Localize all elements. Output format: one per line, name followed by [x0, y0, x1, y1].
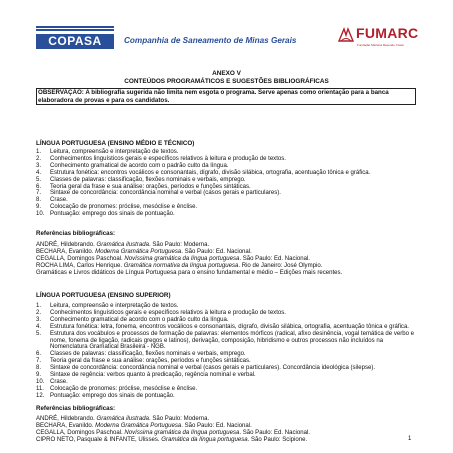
list-item: 9. Colocação de pronomes: próclise, mesóclise e ênclise.	[36, 204, 198, 211]
list-item: 6. Teoria geral da frase e sua análise: orações, períodos e funções sintáticas.	[36, 183, 251, 190]
list-item: 4. Estrutura fonética: encontros vocálicos e consonantais, dígrafo, divisão silábica, ortografia, acentuação tônica e gráfica.	[36, 169, 371, 176]
reference-entry: Gramáticas e Livros didáticos de Língua Portuguesa para o ensino fundamental e médio – Edições mais recentes.	[36, 269, 343, 276]
list-item: 7. Sintaxe de concordância: concordância nominal e verbal (casos gerais e particulares).	[36, 190, 281, 197]
fumarc-logo-text: FUMARC	[356, 25, 419, 41]
section-list-medio	[36, 149, 418, 218]
annex-title: ANEXO V	[212, 70, 241, 77]
list-item: 6. Classes de palavras: classificação, flexões nominais e verbais, emprego.	[36, 351, 246, 358]
reference-entry: ANDRÉ, Hildebrando. Gramática ilustrada. São Paulo: Moderna.	[36, 242, 210, 248]
list-item: 11. Colocação de pronomes: próclise, mesóclise e ênclise.	[36, 385, 198, 392]
reference-entry: ANDRÉ, Hildebrando. Gramática ilustrada. São Paulo: Moderna.	[36, 416, 210, 422]
reference-entry: BECHARA, Evanildo. Moderna Gramática Portuguesa. São Paulo: Ed. Nacional.	[36, 248, 252, 255]
document-subtitle: CONTEÚDOS PROGRAMÁTICOS E SUGESTÕES BIBLIOGRÁFICAS	[124, 78, 329, 85]
list-item: 10. Crase.	[36, 378, 68, 385]
list-item: 10. Pontuação: emprego dos sinais de pontuação.	[36, 211, 175, 218]
page-header	[36, 22, 426, 62]
list-item: 9. Sintaxe de regência: verbos quanto à predicação, regência nominal e verbal.	[36, 372, 256, 379]
company-name: Companhia de Saneamento de Minas Gerais	[124, 36, 297, 45]
reference-entry: CEGALLA, Domingos Paschoal. Novíssima gramática da língua portuguesa. São Paulo: Ed. Nacional.	[36, 429, 310, 436]
copasa-logo-stripes	[36, 26, 114, 33]
page-number: 1	[408, 436, 412, 442]
references-title-medio: Referências bibliográficas:	[36, 230, 116, 237]
section-list-superior	[36, 303, 418, 400]
references-medio	[36, 242, 418, 277]
observation-box: OBSERVAÇÃO: A bibliografia sugerida não limita nem esgota o programa. Serve apenas como orientação para a banca elaboradora de provas e para os candidatos.	[36, 88, 416, 105]
list-item: 7. Teoria geral da frase e sua análise: orações, períodos e funções sintáticas.	[36, 358, 251, 365]
list-item: 5. Estrutura dos vocábulos e processos de formação de palavras: elementos mórficos (radical, afixo desinência, vogal temática de verbo e nome, fonema de ligação, radicais gregos e latinos), derivação, composição, hibridismo e outros processos não incluídos na Nomenclatura Gramatical Brasileira - NGB.	[36, 330, 415, 351]
list-item: 4. Estrutura fonética: letra, fonema, encontros vocálicos e consonantais, dígrafo, divisão silábica, ortografia, acentuação tônica e gráfica.	[36, 323, 409, 330]
list-item: 2. Conhecimentos linguísticos gerais e específicos relativos à leitura e produção de textos.	[36, 309, 286, 316]
list-item: 3. Conhecimento gramatical de acordo com o padrão culto da língua.	[36, 162, 229, 169]
references-superior	[36, 416, 418, 444]
copasa-logo	[36, 26, 114, 50]
reference-entry: CIPRO NETO, Pasquale & INFANTE, Ulisses. Gramática da língua portuguesa. São Paulo: Scipione.	[36, 436, 308, 443]
list-item: 12. Pontuação: emprego dos sinais de pontuação.	[36, 392, 175, 399]
copasa-logo-text: COPASA	[36, 34, 114, 49]
list-item: 2. Conhecimentos linguísticos gerais e específicos relativos à leitura e produção de textos.	[36, 155, 286, 162]
reference-entry: ROCHA LIMA, Carlos Henrique. Gramática normativa da língua portuguesa. Rio de Janeiro: José Olympio.	[36, 262, 323, 269]
reference-entry: CEGALLA, Domingos Paschoal. Novíssima gramática da língua portuguesa. São Paulo: Ed. Nacional.	[36, 255, 310, 262]
fumarc-logo	[336, 22, 436, 62]
list-item: 8. Crase.	[36, 197, 68, 204]
list-item: 5. Classes de palavras: classificação, flexões nominais e verbais, emprego.	[36, 176, 246, 183]
references-title-superior: Referências bibliográficas:	[36, 405, 116, 412]
section-title-superior: LÍNGUA PORTUGUESA (ENSINO SUPERIOR)	[36, 292, 171, 299]
list-item: 1. Leitura, compreensão e interpretação de textos.	[36, 149, 179, 155]
fumarc-tagline: Fundação Mariana Resende Costa	[357, 43, 404, 47]
reference-entry: BECHARA, Evanildo. Moderna Gramática Portuguesa. São Paulo: Ed. Nacional.	[36, 422, 252, 429]
section-title-medio: LÍNGUA PORTUGUESA (ENSINO MÉDIO E TÉCNICO)	[36, 140, 195, 147]
list-item: 8. Sintaxe de concordância: concordância nominal e verbal (casos gerais e particulares). Concordância ideológica (silepse).	[36, 365, 376, 372]
list-item: 1. Leitura, compreensão e interpretação de textos.	[36, 303, 179, 309]
fumarc-emblem-icon	[336, 25, 356, 45]
list-item: 3. Conhecimento gramatical de acordo com o padrão culto da língua.	[36, 316, 229, 323]
